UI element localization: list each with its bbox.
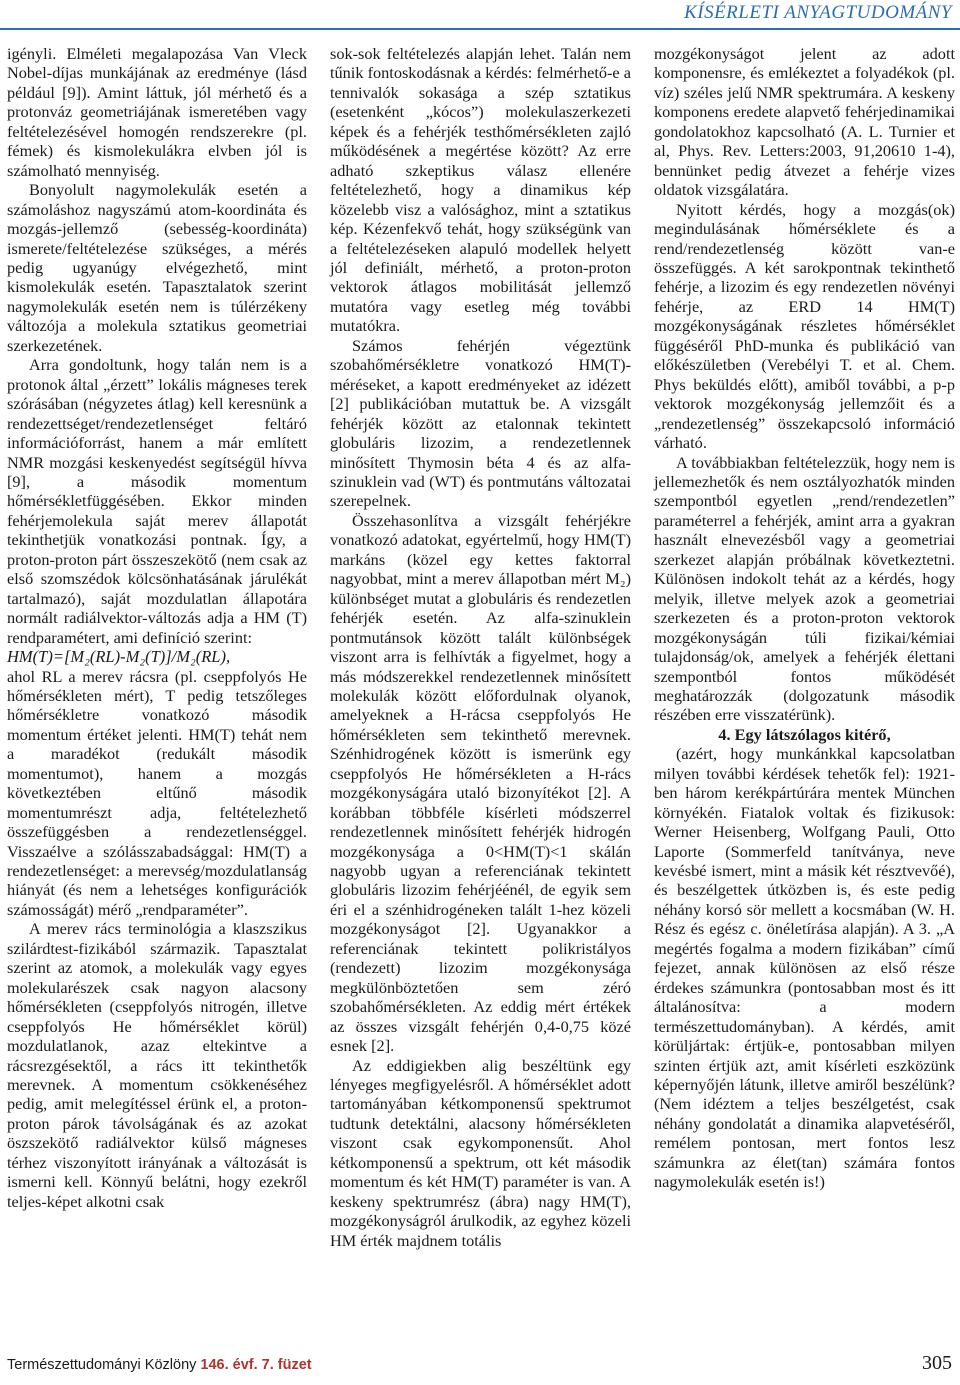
paragraph: sok-sok feltételezés alapján lehet. Talán nem tűnik fontoskodásnak a kérdés: felmérhető-e a tennivalók sokasága a szép sztatikus (esetenként „kócos”) molekulaszerkezeti képek és a fehérjék testhőmérsékleten zajló működésének a megértése között? Az erre adható szkeptikus válasz ellenére feltételezhető, hogy a dinamikus kép közelebb visz a valósághoz, mint a sztatikus kép. Kézenfekvő tehát, hogy szükségünk van a feltételezéseken alapuló modellek helyett jól definiált, mérhető, a proton-proton vektorok átlagos mobilitását jellemző mutatóra vagy esetleg még további mutatókra.	[330, 44, 631, 336]
column-3	[654, 44, 955, 1192]
paragraph: igényli. Elméleti megalapozása Van Vleck Nobel-díjas munkájának az eredménye (lásd például [9]). Amint láttuk, jól mérhető és a protonváz geometriájának ismeretében vagy feltételezésével homogén rendszerekre (pl. fémek) és kismolekulákra elvben jól is számolható mennyiség.	[7, 44, 307, 180]
paragraph: (azért, hogy munkánkkal kapcsolatban milyen további kérdések tehetők fel): 1921-ben három kerékpártúrára mentek München környékén. Fiatalok voltak és fizikusok: Werner Heisenberg, Wolfgang Pauli, Otto Laporte (Sommerfeld tanítványa, neve kevésbé ismert, mint a másik két résztvevőé), és beszélgettek útközben is, és este pedig néhány korsó sör mellett a kocsmában (W. H. Rész és egész c. önéletírása alapján). A 3. „A megértés fogalma a modern fizikában” című fejezet, annak különösen az első része érdekes számunkra (pontosabban most és itt általánosítva: a modern természettudományban). A kérdés, amit körüljártak: értjük-e, pontosabban milyen szinten értjük azt, amit kísérleti eszközünk képernyőjén látunk, illetve amiről beszélünk? (Nem idéztem a teljes beszélgetést, csak néhány gondolatát a dinamika alapvetéséről, remélem pontosan, mert fontos lesz számunkra az élet(tan) számára fontos nagymolekulák esetén is!)	[654, 744, 955, 1192]
section-title: KÍSÉRLETI ANYAGTUDOMÁNY	[684, 2, 952, 23]
paragraph: Az eddigiekben alig beszéltünk egy lényeges megfigyelésről. A hőmérséklet adott tartományában kétkomponensű spektrumot tudtunk detektálni, alacsony hőmérsékleten viszont csak egykomponensűt. Ahol kétkomponensű a spektrum, ott két második momentum és két HM(T) paraméter is van. A keskeny spektrumrész (ábra) nagy HM(T), mozgékonyságról árulkodik, az egyhez közeli HM érték majdnem totális	[330, 1055, 631, 1250]
paragraph: Nyitott kérdés, hogy a mozgás(ok) megindulásának hőmérséklete és a rend/rendezetlenség között van-e összefüggés. A két sarokpontnak tekinthető fehérje, a lizozim és egy rendezetlen növényi fehérje, az ERD 14 HM(T) mozgékonyságának részletes hőmérséklet függéséről PhD-munka és publikáció van előkészületben (Verebélyi T. et al. Chem. Phys beküldés előtt), amiből további, a p-p vektorok mozgékonyság jellemzőit és a „rendezetlenség” összekapcsoló információ várható.	[654, 199, 955, 453]
volume-issue: 146. évf. 7. füzet	[200, 1357, 312, 1373]
paragraph: A merev rács terminológia a klaszszikus szilárdtest-fizikából származik. Tapasztalat szerint az atomok, a molekulák vagy egyes molekularészek csak nagyon alacsony hőmérsékleten (cseppfolyós nitrogén, illetve cseppfolyós He hőmérséklet körül) mozdulatlanok, azaz eltekintve a rácsrezgésektől, a rács itt tekinthetők merevnek. A momentum csökkenéséhez pedig, amit melegítéssel érünk el, a proton-proton párok távolságának és az azokat öszszekötő radiálvektor külső mágneses térhez viszonyított irányának a változását is ismerni kell. Könnyű belátni, hogy ezekről teljes-képet alkotni csak	[7, 919, 307, 1211]
paragraph: Arra gondoltunk, hogy talán nem is a protonok által „érzett” lokális mágneses terek szórásában (négyzetes átlag) kell keresnünk a rendezettséget/rendezetlenséget feltáró információforrást, hanem a már említett NMR mozgási keskenyedést segítségül hívva [9], a második momentum hőmérsékletfüggésében. Ekkor minden fehérjemolekula saját merev állapotát tekinthetjük vonatkozási pontnak. Így, a proton-proton párt összeszekötő (nem csak az első szomszédok kölcsönhatásának járulékát tartalmazó), saját mozdulatlan állapotára normált radiálvektor-változás adja a HM (T) rendparamétert, ami definíció szerint:	[7, 355, 307, 647]
paragraph: Bonyolult nagymolekulák esetén a számoláshoz nagyszámú atom-koordináta és mozgás-jellemző (sebesség-koordináta) ismerete/feltételezése szükséges, a mérés pedig ugyanúgy elvégezhető, mint kismolekulák esetén. Tapasztalatok szerint nagymolekulák esetén nem is túlérzékeny változója a molekula sztatikus geometriai szerkezetének.	[7, 180, 307, 355]
section-heading: 4. Egy látszólagos kitérő,	[718, 724, 891, 744]
journal-name: Természettudományi Közlöny	[7, 1357, 201, 1373]
paragraph: A továbbiakban feltételezzük, hogy nem is jellemezhetők és nem osztályozhatók minden szempontból egyetlen „rend/rendezetlen” paraméterrel a fehérjék, amint arra a gyakran használt elnevezésből vagy a geometriai szerkezet alapján próbálnak következtetni. Különösen indokolt tehát az a kérdés, hogy melyik, illetve melyek azok a geometriai szerkezeten és a proton-proton vektorok mozgékonyságán túli fizikai/kémiai tulajdonság/ok, amelyek a fehérjék élettani szempontból fontos működését meghatározzák (dolgozatunk második részében erre visszatérünk).	[654, 452, 955, 725]
page-number: 305	[922, 1352, 952, 1374]
paragraph: Összehasonlítva a vizsgált fehérjékre vonatkozó adatokat, egyértelmű, hogy HM(T) markáns (közel egy kettes faktorral nagyobbat, mint a merev állapotban mért M₂) különbséget mutat a globuláris és rendezetlen fehérjék esetén. Az alfa-szinuklein pontmutánsok között talált különbségek viszont arra is felhívták a figyelmet, hogy a más módszerekkel rendezetlennek minősített molekulák között előfordulnak olyanok, amelyeknek a H-rácsa cseppfolyós He hőmérsékleten sem tekinthető merevnek. Szénhidrogének között is ismerünk egy cseppfolyós He hőmérsékleten a H-rács mozgékonyságára utaló bizonyítékot [2]. A korábban többféle kísérleti módszerrel rendezetlennek minősített fehérjék hidrogén mozgékonysága a 0<HM(T)<1 skálán nagyobb ugyan a referenciának tekintett globuláris lizozim fehérjéénél, de egyik sem éri el a szénhidrogéneken talált 1-hez közeli mozgékonyságot [2]. Ugyanakkor a referenciának tekintett polikristályos (rendezett) lizozim mozgékonysága megkülönböztetően sem zéró szobahőmérsékleten. Az eddig mért értékek az összes vizsgált fehérjén 0,4-0,75 közé esnek [2].	[330, 510, 631, 1056]
paragraph: ahol RL a merev rácsra (pl. cseppfolyós He hőmérsékleten mért), T pedig tetszőleges hőmérsékletre vonatkozó második momentum értéket jelenti. HM(T) tehát nem a maradékot (redukált második momentumot), hanem a mozgás következtében eltűnő második momentumrészt adja, feltételezhető összefüggésben a rendezetlenséggel. Visszaélve a szólásszabadsággal: HM(T) a rendezetlenséget: a merevség/mozdulatlanság hiányát (és nem a lehetséges konfigurációk számosságát) mérő „rendparaméter”.	[7, 666, 307, 919]
formula: HM(T)=[M₂(RL)-M₂(T)]/M₂(RL),	[7, 647, 231, 667]
header-rule	[0, 28, 960, 30]
column-2	[330, 44, 631, 1250]
footer-journal	[7, 1357, 312, 1373]
column-1	[7, 44, 307, 1211]
paragraph: Számos fehérjén végeztünk szobahőmérsékletre vonatkozó HM(T)-méréseket, a kapott eredményeket az idézett [2] publikációban mutattuk be. A vizsgált fehérjék között az etalonnak tekintett globuláris lizozim, a rendezetlennek minősített Thymosin béta 4 és az alfa-szinuklein vad (WT) és pontmutáns változatai szerepelnek.	[330, 335, 631, 511]
paragraph: mozgékonyságot jelent az adott komponensre, és emlékeztet a folyadékok (pl. víz) széles jelű NMR spektrumára. A keskeny komponens eredete alapvető fehérjedinamikai gondolatokhoz kapcsolható (A. L. Turnier et al, Phys. Rev. Letters:2003, 91,20610 1-4), bennünket pedig átvezet a fehérje vizes oldatok vizsgálatára.	[654, 44, 955, 200]
